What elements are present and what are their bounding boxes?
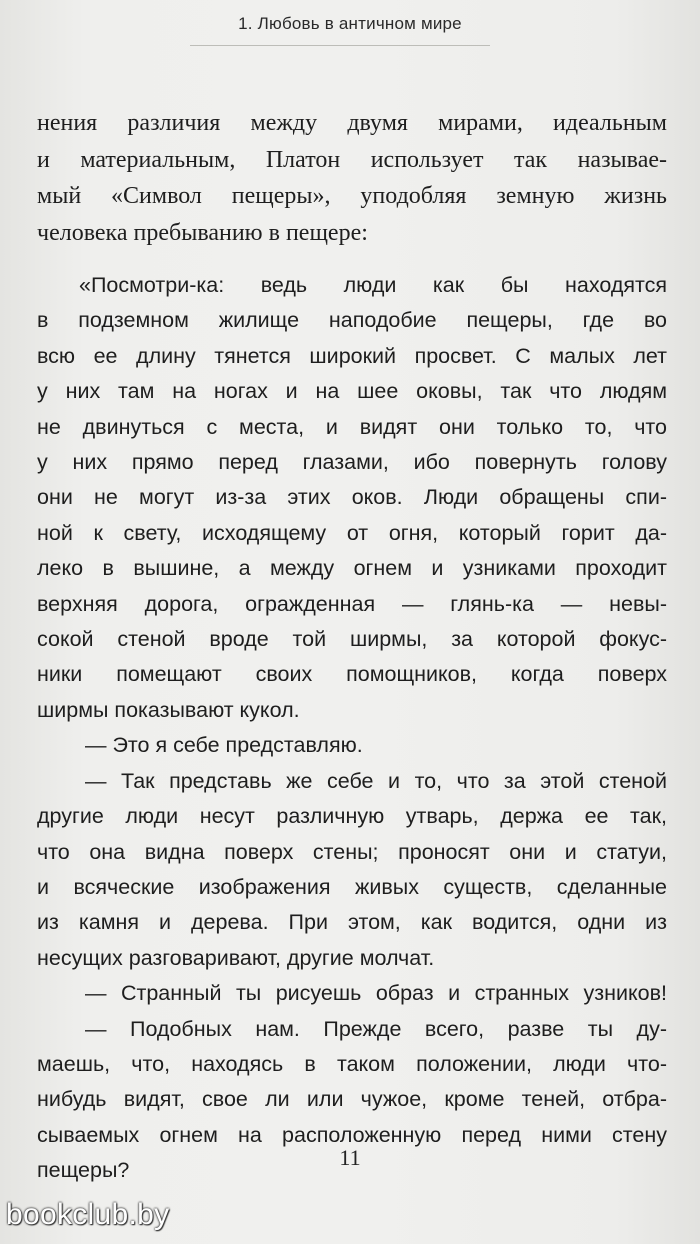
text-line: что она видна поверх стены; проносят они и статуи, <box>37 839 667 864</box>
text-line: ники помещают своих помощников, когда поверх <box>37 662 667 687</box>
dialog-line: — Это я себе представляю. <box>85 733 363 758</box>
text-line: в подземном жилище наподобие пещеры, где во <box>37 308 667 333</box>
dialog-line: — Так представь же себе и то, что за этой стеной <box>85 768 667 793</box>
text-line: сокой стеной вроде той ширмы, за которой фокус- <box>37 627 667 652</box>
text-line: мый «Символ пещеры», уподобляя земную жизнь <box>37 183 667 210</box>
text-line: и материальным, Платон использует так называе- <box>37 146 667 173</box>
text-line: маешь, что, находясь в таком положении, люди что- <box>37 1051 667 1076</box>
text-line: всю ее длину тянется широкий просвет. С малых лет <box>37 343 667 368</box>
text-line: леко в вышине, а между огнем и узниками проходит <box>37 556 667 581</box>
text-line: не двинуться с места, и видят они только то, что <box>37 414 667 439</box>
cave-quote <box>37 268 667 1189</box>
text-line: у них там на ногах и на шее оковы, так что людям <box>37 379 667 404</box>
text-line: нибудь видят, свое ли или чужое, кроме теней, отбра- <box>37 1087 667 1112</box>
text-line: и всяческие изображения живых существ, сделанные <box>37 874 667 899</box>
text-line: нения различия между двумя мирами, идеальным <box>37 110 667 136</box>
running-head: 1. Любовь в античном мире <box>238 14 462 33</box>
text-line: несущих разговаривают, другие молчат. <box>37 945 435 970</box>
header-rule <box>190 45 490 46</box>
dialog-line: — Странный ты рисуешь образ и странных узников! <box>85 981 667 1006</box>
watermark-logo: bookclub.by <box>6 1198 170 1231</box>
text-line: ной к свету, исходящему от огня, который горит да- <box>37 520 667 545</box>
text-line: человека пребыванию в пещере: <box>37 220 368 247</box>
text-line: ширмы показывают кукол. <box>37 697 300 722</box>
text-line: сываемых огнем на расположенную перед ними стену <box>37 1122 667 1147</box>
text-line: другие люди несут различную утварь, держа ее так, <box>37 804 667 829</box>
page-number: 11 <box>339 1145 361 1170</box>
text-line: «Посмотри-ка: ведь люди как бы находятся <box>79 273 667 297</box>
intro-paragraph <box>37 105 667 252</box>
text-line: у них прямо перед глазами, ибо повернуть голову <box>37 450 667 475</box>
text-line: они не могут из-за этих оков. Люди обращены спи- <box>37 485 667 510</box>
text-line: из камня и дерева. При этом, как водится, одни из <box>37 910 667 935</box>
dialog-line: — Подобных нам. Прежде всего, разве ты ду- <box>85 1016 667 1041</box>
text-line: верхняя дорога, огражденная — глянь-ка — невы- <box>37 591 667 616</box>
text-line: пещеры? <box>37 1158 130 1183</box>
